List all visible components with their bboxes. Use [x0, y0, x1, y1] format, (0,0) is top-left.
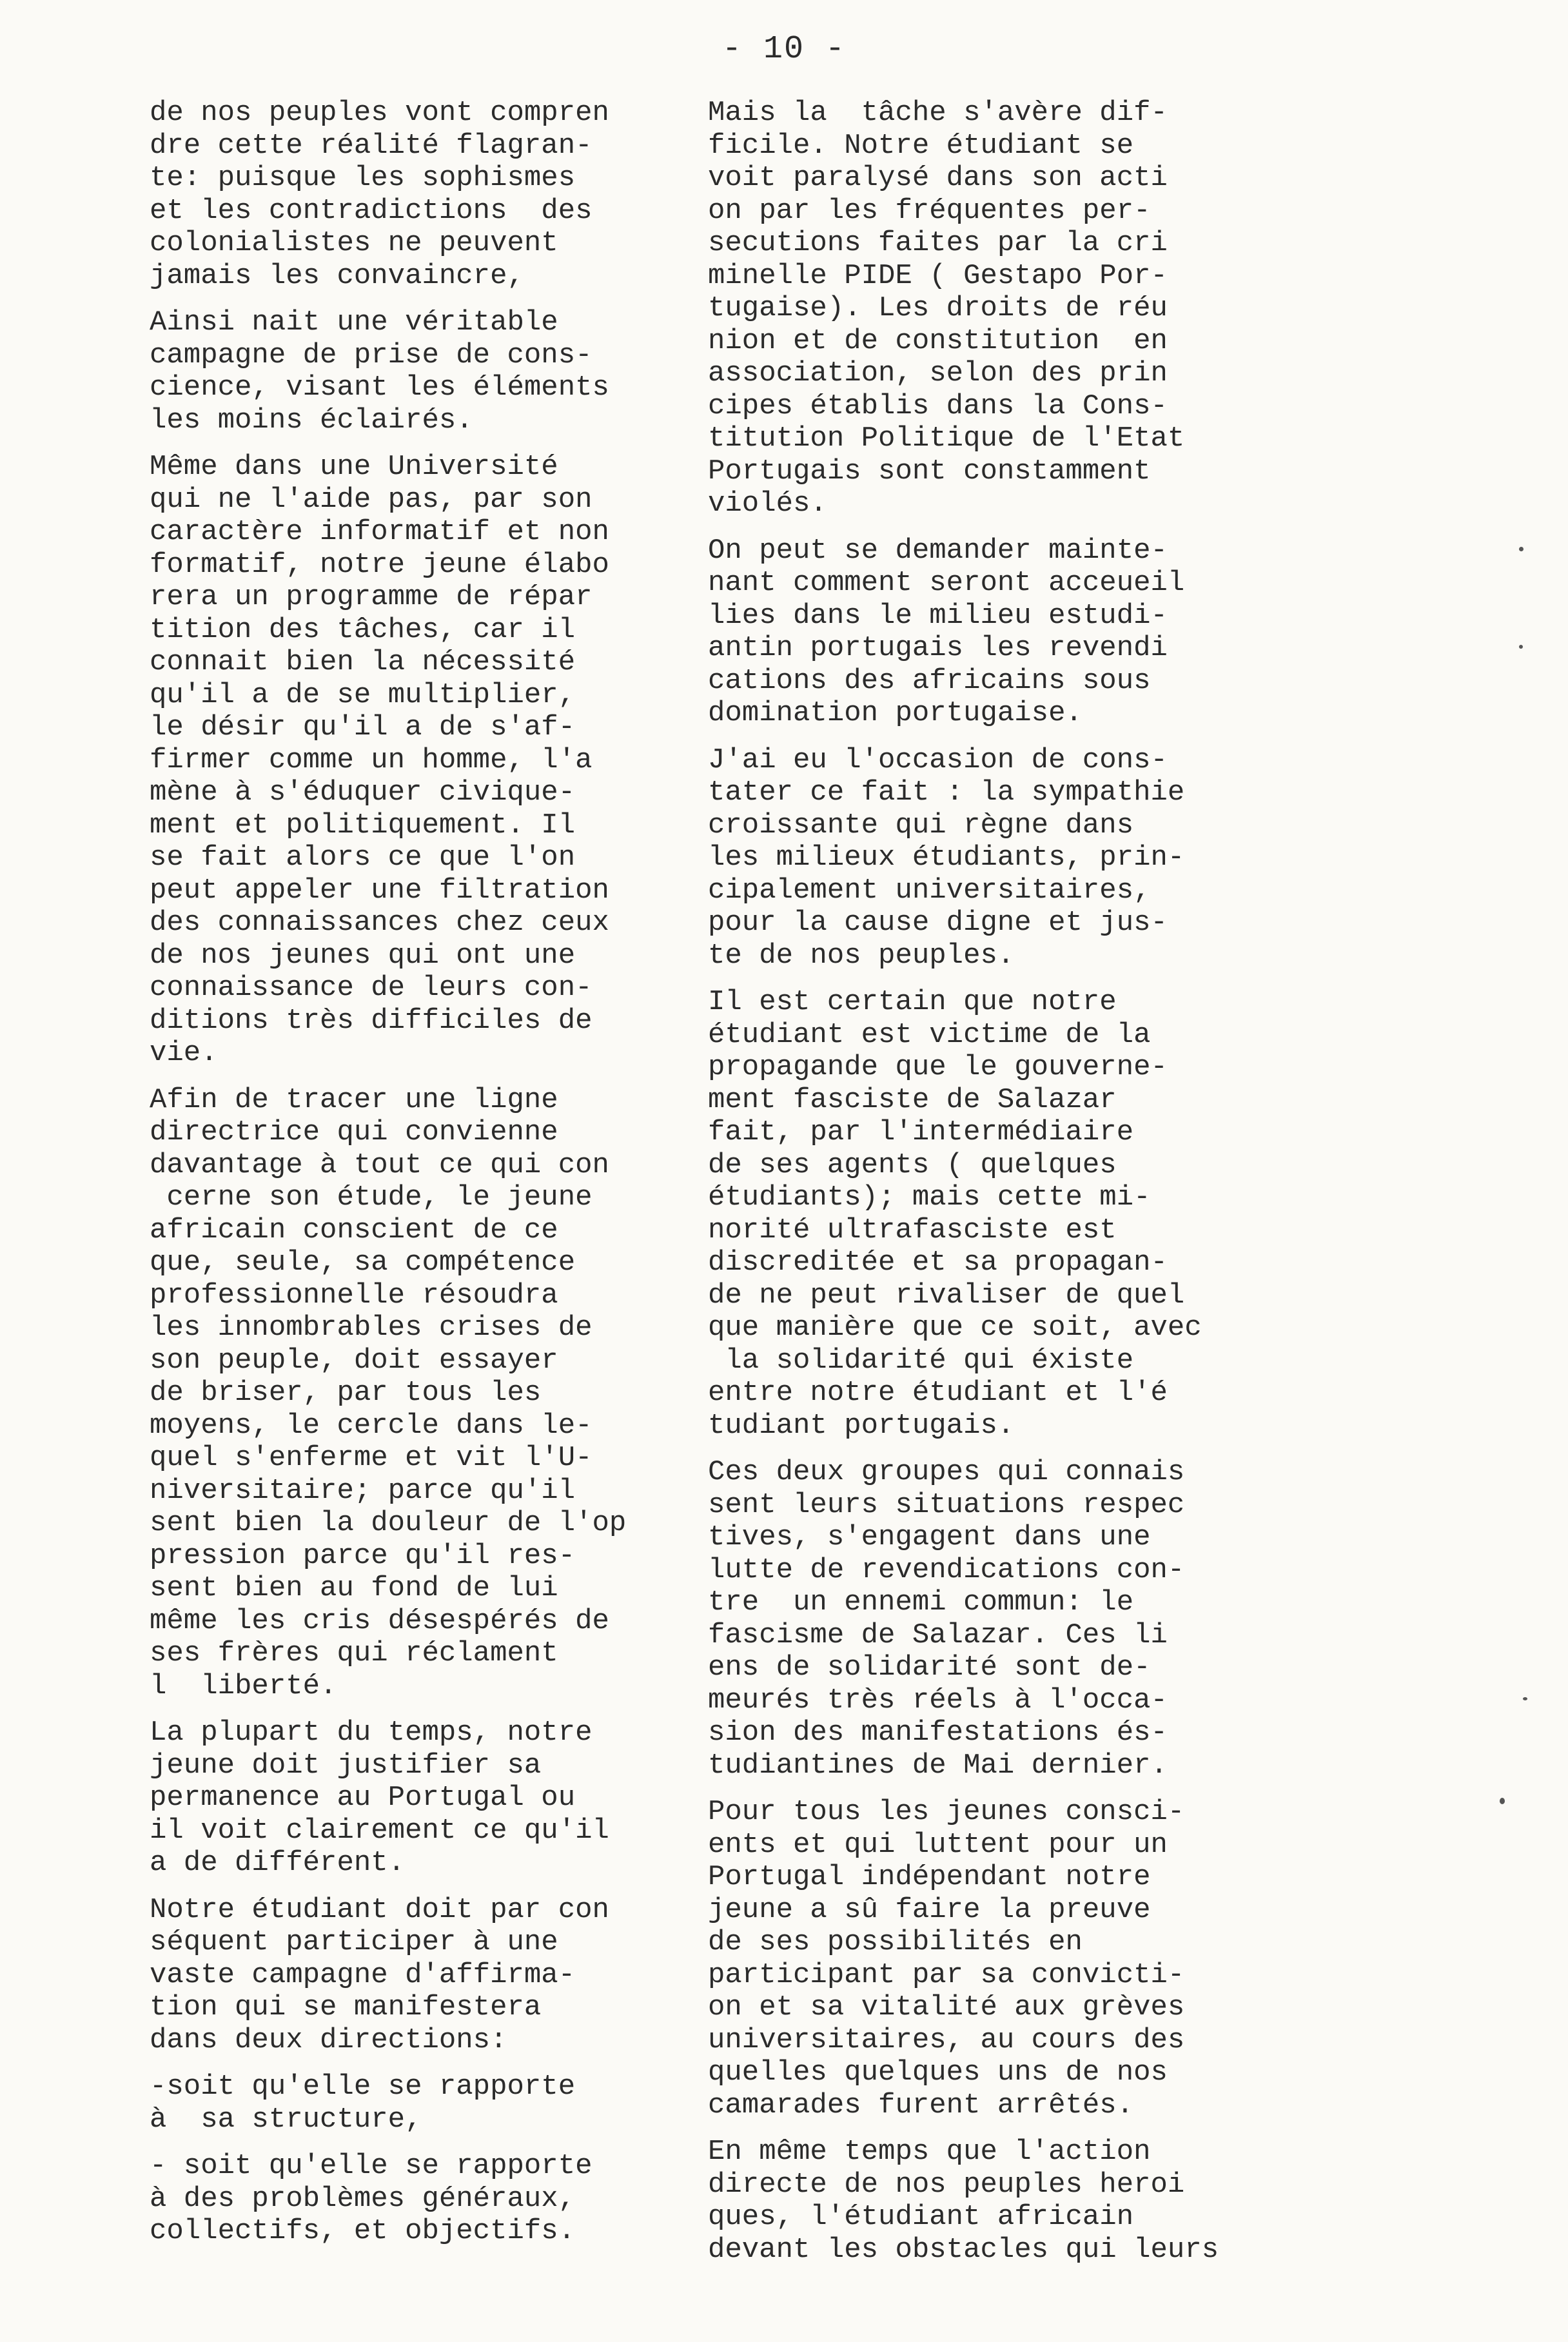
text-line: davantage à tout ce qui con	[150, 1148, 609, 1181]
text-line: directrice qui convienne	[150, 1116, 558, 1148]
text-line: violés.	[708, 487, 827, 520]
text-line: jeune a sû faire la preuve	[708, 1893, 1151, 1926]
text-line: cerne son étude, le jeune	[150, 1181, 593, 1214]
text-line: a de différent.	[150, 1847, 406, 1879]
text-line: ditions très difficiles de	[150, 1004, 593, 1037]
text-line: ment et politiquement. Il	[150, 809, 576, 841]
text-line: propagande que le gouverne-	[708, 1051, 1168, 1083]
text-line: titution Politique de l'Etat	[708, 422, 1185, 455]
text-line: ens de solidarité sont de-	[708, 1651, 1151, 1684]
text-line: domination portugaise.	[708, 697, 1083, 729]
text-line: nion et de constitution en	[708, 324, 1168, 357]
text-line: des connaissances chez ceux	[150, 907, 609, 939]
text-line: entre notre étudiant et l'é	[708, 1377, 1168, 1409]
text-line: qui ne l'aide pas, par son	[150, 483, 593, 516]
text-line: jeune doit justifier sa	[150, 1749, 542, 1782]
text-line: discreditée et sa propagan-	[708, 1246, 1168, 1279]
text-line: de ne peut rivaliser de quel	[708, 1279, 1185, 1312]
text-line: En même temps que l'action	[708, 2136, 1151, 2168]
text-line: tion qui se manifestera	[150, 1991, 542, 2023]
text-line: et les contradictions des	[150, 194, 593, 227]
text-line: quelles quelques uns de nos	[708, 2056, 1168, 2089]
scan-speck	[1519, 547, 1524, 551]
text-line: meurés très réels à l'occa-	[708, 1684, 1168, 1717]
text-line: nant comment seront acceueil	[708, 567, 1185, 599]
text-line: Ainsi nait une véritable	[150, 306, 558, 339]
text-line: tudiantines de Mai dernier.	[708, 1749, 1168, 1782]
text-line: même les cris désespérés de	[150, 1604, 609, 1637]
text-line: Portugais sont constamment	[708, 455, 1151, 487]
text-line: les milieux étudiants, prin-	[708, 841, 1185, 874]
text-line: africain conscient de ce	[150, 1214, 558, 1246]
text-line: fait, par l'intermédiaire	[708, 1116, 1134, 1148]
paragraph	[708, 1456, 1275, 1782]
text-line: à sa structure,	[150, 2103, 422, 2136]
text-line: dans deux directions:	[150, 2023, 507, 2056]
text-line: à des problèmes généraux,	[150, 2182, 576, 2215]
text-line: qu'il a de se multiplier,	[150, 678, 576, 711]
text-line: croissante qui règne dans	[708, 809, 1134, 841]
text-line: Portugal indépendant notre	[708, 1861, 1151, 1893]
text-line: colonialistes ne peuvent	[150, 227, 558, 259]
text-line: Ces deux groupes qui connais	[708, 1456, 1185, 1488]
text-line: quel s'enferme et vit l'U-	[150, 1442, 593, 1474]
text-line: permanence au Portugal ou	[150, 1782, 576, 1814]
text-line: ficile. Notre étudiant se	[708, 129, 1134, 162]
text-line: moyens, le cercle dans le-	[150, 1409, 593, 1442]
text-line: lies dans le milieu estudi-	[708, 599, 1168, 632]
text-line: vie.	[150, 1037, 218, 1069]
paragraph	[150, 1084, 704, 1703]
text-line: rera un programme de répar	[150, 581, 593, 613]
text-line: connait bien la nécessité	[150, 646, 576, 678]
text-line: ment fasciste de Salazar	[708, 1083, 1117, 1116]
text-line: sion des manifestations és-	[708, 1717, 1168, 1749]
text-line: connaissance de leurs con-	[150, 972, 593, 1004]
text-line: camarades furent arrêtés.	[708, 2089, 1134, 2121]
text-line: secutions faites par la cri	[708, 227, 1168, 259]
text-line: Pour tous les jeunes consci-	[708, 1796, 1185, 1828]
text-line: cipes établis dans la Cons-	[708, 389, 1168, 422]
paragraph	[150, 306, 704, 437]
text-line: son peuple, doit essayer	[150, 1344, 558, 1377]
text-line: tition des tâches, car il	[150, 613, 576, 646]
text-line: que manière que ce soit, avec	[708, 1312, 1202, 1344]
text-line: les innombrables crises de	[150, 1312, 593, 1344]
paragraph	[150, 97, 704, 292]
text-line: lutte de revendications con-	[708, 1553, 1185, 1586]
paragraph	[708, 97, 1275, 520]
text-line: te: puisque les sophismes	[150, 162, 576, 194]
text-line: formatif, notre jeune élabo	[150, 548, 609, 581]
text-line: de nos peuples vont compren	[150, 97, 609, 129]
paragraph	[708, 744, 1275, 972]
text-line: Afin de tracer une ligne	[150, 1083, 558, 1116]
text-line: -soit qu'elle se rapporte	[150, 2071, 576, 2103]
right-column	[708, 97, 1275, 2280]
text-line: tater ce fait : la sympathie	[708, 776, 1185, 809]
text-line: le désir qu'il a de s'af-	[150, 711, 576, 743]
paragraph	[708, 986, 1275, 1442]
text-line: tugaise). Les droits de réu	[708, 292, 1168, 324]
text-line: niversitaire; parce qu'il	[150, 1474, 576, 1507]
text-line: J'ai eu l'occasion de cons-	[708, 743, 1168, 776]
text-line: on par les fréquentes per-	[708, 194, 1151, 227]
paragraph	[150, 1894, 704, 2057]
text-line: jamais les convaincre,	[150, 259, 524, 292]
scan-speck	[1523, 1697, 1527, 1700]
paragraph	[150, 2150, 704, 2248]
text-line: se fait alors ce que l'on	[150, 841, 576, 874]
text-line: Il est certain que notre	[708, 986, 1117, 1018]
text-line: norité ultrafasciste est	[708, 1214, 1117, 1246]
text-line: de nos jeunes qui ont une	[150, 939, 576, 972]
text-line: antin portugais les revendi	[708, 632, 1168, 664]
text-line: On peut se demander mainte-	[708, 534, 1168, 567]
text-line: étudiants); mais cette mi-	[708, 1181, 1151, 1214]
text-line: de briser, par tous les	[150, 1377, 542, 1409]
text-line: universitaires, au cours des	[708, 2023, 1185, 2056]
left-column	[150, 97, 704, 2262]
text-line: La plupart du temps, notre	[150, 1717, 593, 1749]
text-line: te de nos peuples.	[708, 939, 1015, 972]
text-line: peut appeler une filtration	[150, 874, 609, 907]
text-line: cience, visant les éléments	[150, 371, 609, 404]
text-line: devant les obstacles qui leurs	[708, 2233, 1219, 2266]
text-line: sent bien la douleur de l'op	[150, 1507, 627, 1539]
text-line: on et sa vitalité aux grèves	[708, 1991, 1185, 2023]
text-line: ques, l'étudiant africain	[708, 2201, 1134, 2233]
text-line: sent bien au fond de lui	[150, 1572, 558, 1604]
text-line: firmer comme un homme, l'a	[150, 743, 593, 776]
text-line: de ses possibilités en	[708, 1926, 1083, 1958]
paragraph	[708, 1796, 1275, 2121]
text-line: association, selon des prin	[708, 357, 1168, 389]
text-line: de ses agents ( quelques	[708, 1148, 1117, 1181]
text-line: - soit qu'elle se rapporte	[150, 2150, 593, 2182]
text-line: cations des africains sous	[708, 664, 1151, 697]
text-line: fascisme de Salazar. Ces li	[708, 1619, 1168, 1651]
text-line: campagne de prise de cons-	[150, 339, 593, 371]
text-line: cipalement universitaires,	[708, 874, 1151, 907]
text-line: participant par sa convicti-	[708, 1958, 1185, 1991]
text-line: tre un ennemi commun: le	[708, 1586, 1134, 1619]
scan-speck	[1500, 1798, 1505, 1804]
text-line: ents et qui luttent pour un	[708, 1828, 1168, 1861]
paragraph	[150, 2071, 704, 2136]
text-line: dre cette réalité flagran-	[150, 129, 593, 162]
scan-speck	[1519, 645, 1523, 649]
text-line: étudiant est victime de la	[708, 1018, 1151, 1051]
text-line: collectifs, et objectifs.	[150, 2215, 576, 2247]
text-line: la solidarité qui éxiste	[708, 1344, 1134, 1377]
text-line: professionnelle résoudra	[150, 1279, 558, 1312]
text-line: minelle PIDE ( Gestapo Por-	[708, 259, 1168, 292]
text-line: pour la cause digne et jus-	[708, 907, 1168, 939]
text-line: tudiant portugais.	[708, 1409, 1015, 1442]
text-line: Notre étudiant doit par con	[150, 1893, 609, 1926]
paragraph	[150, 451, 704, 1070]
text-line: les moins éclairés.	[150, 404, 473, 437]
paragraph	[150, 1717, 704, 1880]
paragraph	[708, 2136, 1275, 2266]
text-line: voit paralysé dans son acti	[708, 162, 1168, 194]
paragraph	[708, 535, 1275, 730]
text-line: ses frères qui réclament	[150, 1637, 558, 1669]
text-line: Même dans une Université	[150, 451, 558, 483]
text-line: caractère informatif et non	[150, 516, 609, 548]
text-line: sent leurs situations respec	[708, 1488, 1185, 1521]
text-line: l liberté.	[150, 1669, 337, 1702]
text-line: que, seule, sa compétence	[150, 1246, 576, 1279]
text-line: il voit clairement ce qu'il	[150, 1814, 609, 1847]
text-line: pression parce qu'il res-	[150, 1539, 576, 1572]
page-number: - 10 -	[721, 31, 847, 68]
text-line: mène à s'éduquer civique-	[150, 776, 576, 809]
text-line: Mais la tâche s'avère dif-	[708, 97, 1168, 129]
text-line: tives, s'engagent dans une	[708, 1521, 1151, 1553]
text-line: séquent participer à une	[150, 1926, 558, 1958]
text-line: directe de nos peuples heroi	[708, 2168, 1185, 2201]
text-line: vaste campagne d'affirma-	[150, 1958, 576, 1991]
